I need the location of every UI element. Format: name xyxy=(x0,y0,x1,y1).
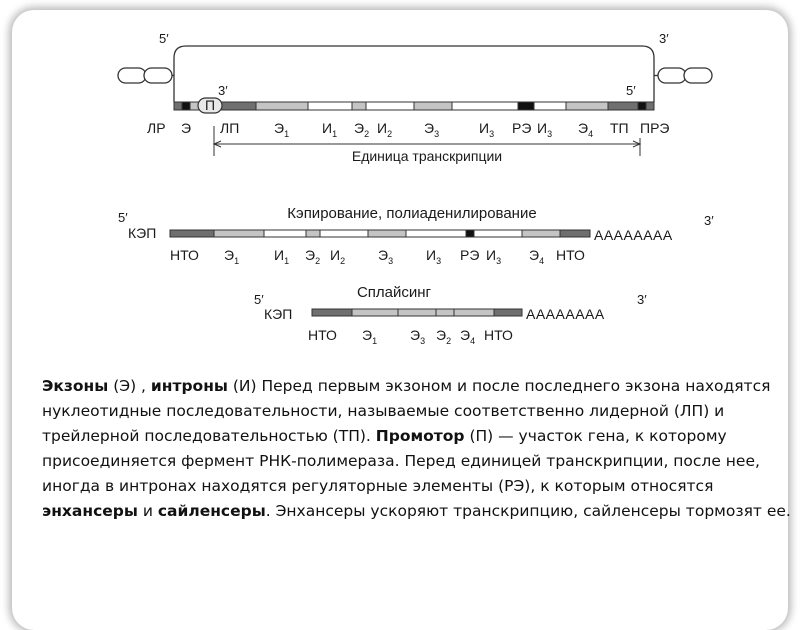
gene-label-lr: ЛР xyxy=(147,120,166,136)
pre-mrna-3-prime: 3′ xyxy=(704,213,714,228)
slide xyxy=(12,10,791,630)
pre-mrna-labels xyxy=(170,247,585,266)
mrna-label-exon-2: $Э_2$ xyxy=(436,327,452,346)
chromatin-loops-left xyxy=(118,68,172,83)
term-promoter: Промотор xyxy=(375,427,465,445)
term-enhancers: энхансеры xyxy=(42,502,138,520)
gene-label-exon-4: $Э_4$ xyxy=(578,120,594,139)
mrna-cap: КЭП xyxy=(264,306,293,322)
term-exons: Экзоны xyxy=(42,377,109,395)
gene-structure-diagram xyxy=(12,10,788,370)
pre-mrna-label-intron-3b: $И_3$ xyxy=(486,247,502,266)
gene-label-pre: ПРЭ xyxy=(640,120,670,136)
gene-label-intron-2: $И_2$ xyxy=(377,120,393,139)
top-strand-3-prime: 3′ xyxy=(659,31,669,46)
promoter-label: П xyxy=(204,97,216,113)
pre-mrna-label-exon-2: $Э_2$ xyxy=(305,247,321,266)
caption-fragment: . Энхансеры ускоряют транскрипцию, сайленсеры тормозят ее. xyxy=(265,502,791,520)
pre-mrna-label-exon-4: $Э_4$ xyxy=(529,247,545,266)
bottom-strand-3-prime: 3′ xyxy=(218,83,228,98)
gene-label-tp: ТП xyxy=(610,120,629,136)
gene-label-re: РЭ xyxy=(512,120,532,136)
gene-label-exon-1: $Э_1$ xyxy=(274,120,290,139)
caption-fragment: и xyxy=(137,502,158,520)
mrna-label-nto-5: НТО xyxy=(308,327,337,343)
mrna-poly-a: АААААААА xyxy=(526,306,605,322)
gene-label-exon-3: $Э_3$ xyxy=(424,120,440,139)
gene-label-intron-1: $И_1$ xyxy=(322,120,338,139)
pre-mrna-poly-a: АААААААА xyxy=(594,227,673,243)
mrna-5-prime: 5′ xyxy=(254,292,264,307)
pre-mrna-label-exon-1: $Э_1$ xyxy=(224,247,240,266)
pre-mrna-cap: КЭП xyxy=(128,225,157,241)
pre-mrna-label-nto-3: НТО xyxy=(556,247,585,263)
mrna-label-nto-3: НТО xyxy=(484,327,513,343)
mrna-heading: Сплайсинг xyxy=(356,284,432,301)
caption-fragment: (И) Перед первым экзоном и после последнего экзона находятся нуклеотидные последовательности, называемые соответственно лидерной (ЛП) и трейлерной последовательностью (ТП). xyxy=(42,377,771,445)
pre-mrna-label-re: РЭ xyxy=(460,247,480,263)
mrna-bar xyxy=(312,309,522,316)
bottom-strand-5-prime: 5′ xyxy=(626,83,636,98)
gene-bar xyxy=(174,102,654,110)
pre-mrna-bar xyxy=(170,230,590,237)
pre-mrna-label-nto-5: НТО xyxy=(170,247,199,263)
pre-mrna-5-prime: 5′ xyxy=(118,210,128,225)
mrna-label-exon-1: $Э_1$ xyxy=(362,327,378,346)
mrna-labels xyxy=(308,327,513,346)
term-silencers: сайленсеры xyxy=(157,502,266,520)
dna-top-strand-loop xyxy=(174,46,654,102)
gene-label-e-regulatory: Э xyxy=(181,120,192,136)
mrna-label-exon-4: $Э_4$ xyxy=(460,327,476,346)
gene-label-lp: ЛП xyxy=(220,120,240,136)
pre-mrna-label-intron-3: $И_3$ xyxy=(426,247,442,266)
gene-label-intron-3: $И_3$ xyxy=(479,120,495,139)
gene-label-intron-3b: $И_3$ xyxy=(537,120,553,139)
transcription-unit-label: Единица транскрипции xyxy=(351,148,503,164)
term-introns: интроны xyxy=(150,377,228,395)
top-strand-5-prime: 5′ xyxy=(159,31,169,46)
pre-mrna-label-intron-1: $И_1$ xyxy=(274,247,290,266)
pre-mrna-label-intron-2: $И_2$ xyxy=(330,247,346,266)
pre-mrna-heading: Кэпирование, полиаденилирование xyxy=(287,205,537,222)
mrna-label-exon-3: $Э_3$ xyxy=(410,327,426,346)
caption-fragment: (Э) , xyxy=(108,377,151,395)
pre-mrna-label-exon-3: $Э_3$ xyxy=(378,247,394,266)
chromatin-loops-right xyxy=(658,68,712,83)
mrna-3-prime: 3′ xyxy=(637,292,647,307)
gene-label-exon-2: $Э_2$ xyxy=(354,120,370,139)
caption-fragment: (П) — участок гена, к которому присоединяется фермент РНК-полимераза. Перед единицей транскрипции, после нее, иногда в интронах находятся регуляторные элементы (РЭ), к которым относятся xyxy=(42,427,760,495)
gene-labels xyxy=(147,120,669,139)
caption-text xyxy=(42,374,800,524)
